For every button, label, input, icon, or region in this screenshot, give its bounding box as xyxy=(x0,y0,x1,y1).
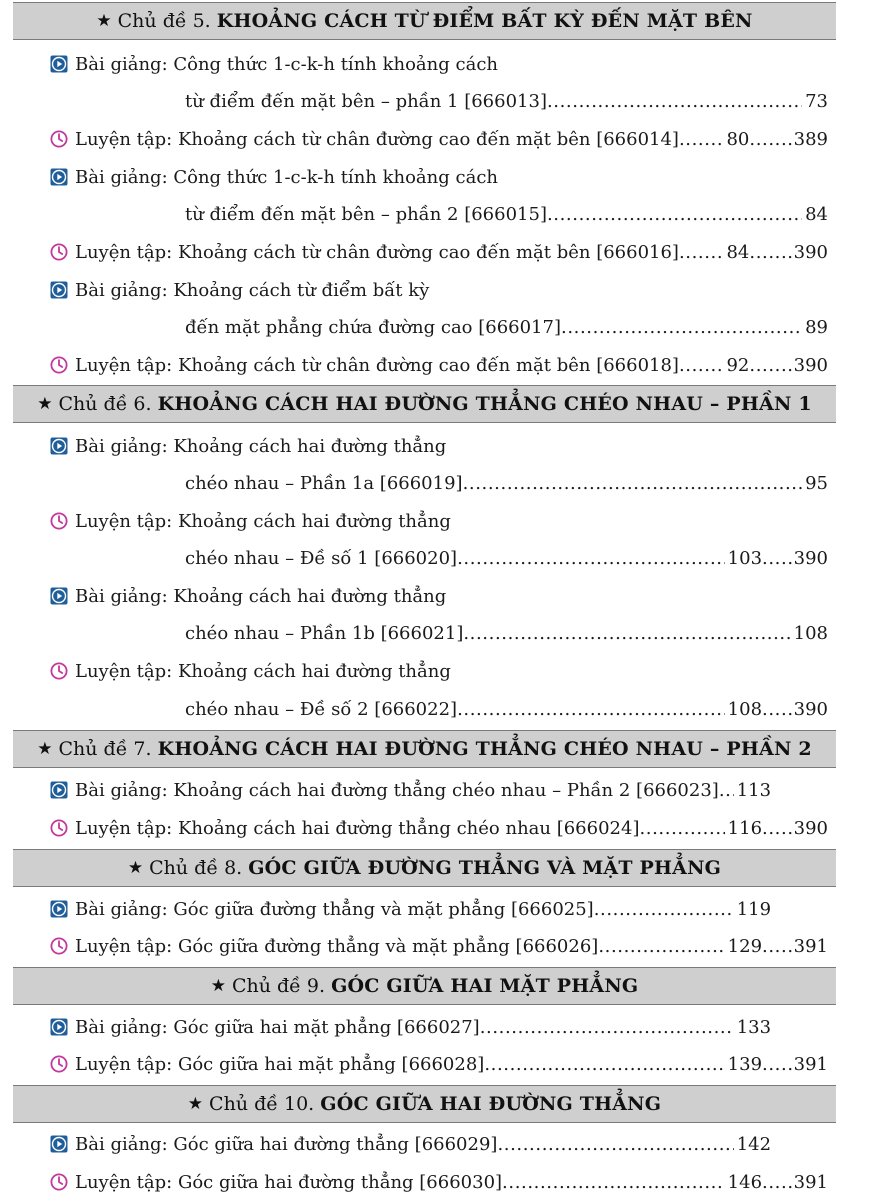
star-icon: ★ xyxy=(187,1094,204,1114)
page-number: 142 xyxy=(736,1133,772,1155)
page-number: 129 xyxy=(727,935,763,957)
page-number: 95 xyxy=(805,472,828,494)
toc-entry-practice[interactable]: Luyện tập: Khoảng cách hai đường thẳng xyxy=(50,659,828,683)
solution-page: 390 xyxy=(793,354,828,376)
toc-entry-continuation[interactable]: chéo nhau – Phần 1b [666021] ..... 108 xyxy=(185,621,828,645)
leader-dots xyxy=(679,355,724,376)
play-circle-icon xyxy=(50,168,68,186)
leader-dots xyxy=(457,699,725,720)
star-icon: ★ xyxy=(37,394,53,414)
leader-dots xyxy=(547,91,802,112)
play-circle-icon xyxy=(50,281,68,299)
play-circle-icon xyxy=(50,1135,68,1153)
page-number: 133 xyxy=(736,1016,772,1038)
page-number: 113 xyxy=(736,779,772,801)
leader-dots xyxy=(598,936,724,957)
toc-entry-practice[interactable]: Luyện tập: Khoảng cách từ chân đường cao đến mặt bên [666014] ..... 80 ....... 389 xyxy=(50,127,828,151)
solution-page: 390 xyxy=(793,698,828,720)
section-header: ★ Chủ đề 5. KHOẢNG CÁCH TỪ ĐIỂM BẤT KỲ ĐẾN MẶT BÊN xyxy=(13,2,836,40)
toc-entry-continuation[interactable]: đến mặt phẳng chứa đường cao [666017] ..... 89 xyxy=(185,315,828,339)
clock-icon xyxy=(50,662,68,680)
clock-icon xyxy=(50,937,68,955)
clock-icon xyxy=(50,243,68,261)
section-header: ★ Chủ đề 7. KHOẢNG CÁCH HAI ĐƯỜNG THẲNG CHÉO NHAU – PHẦN 2 xyxy=(13,730,836,768)
solution-page: 391 xyxy=(793,1171,828,1193)
play-circle-icon xyxy=(50,587,68,605)
solution-page: 391 xyxy=(793,1053,828,1075)
leader-dots xyxy=(561,317,802,338)
page-number: 146 xyxy=(727,1171,763,1193)
play-circle-icon xyxy=(50,437,68,455)
play-circle-icon xyxy=(50,1018,68,1036)
solution-page: 390 xyxy=(793,547,828,569)
toc-entry-practice[interactable]: Luyện tập: Khoảng cách từ chân đường cao đến mặt bên [666018] ..... 92 ....... 390 xyxy=(50,353,828,377)
clock-icon xyxy=(50,819,68,837)
solution-page: 390 xyxy=(793,817,828,839)
section-header: ★ Chủ đề 8. GÓC GIỮA ĐƯỜNG THẲNG VÀ MẶT PHẲNG xyxy=(13,849,836,887)
solution-page: 389 xyxy=(793,128,828,150)
leader-dots xyxy=(480,1017,734,1038)
page-number: 84 xyxy=(805,203,828,225)
toc-entry-lecture[interactable]: Bài giảng: Khoảng cách từ điểm bất kỳ xyxy=(50,278,828,302)
leader-dots xyxy=(502,1172,725,1193)
leader-dots xyxy=(497,1134,733,1155)
section-header: ★ Chủ đề 6. KHOẢNG CÁCH HAI ĐƯỜNG THẲNG CHÉO NHAU – PHẦN 1 xyxy=(13,385,836,423)
toc-entry-practice[interactable]: Luyện tập: Góc giữa hai đường thẳng [666030] ..... 146 ..... 391 xyxy=(50,1170,828,1194)
toc-entry-lecture[interactable]: Bài giảng: Góc giữa đường thẳng và mặt phẳng [666025] ..... 119 xyxy=(50,897,828,921)
page-number: 139 xyxy=(727,1053,763,1075)
toc-entry-lecture[interactable]: Bài giảng: Góc giữa hai đường thẳng [666029] ..... 142 xyxy=(50,1132,828,1156)
leader-dots xyxy=(484,1054,724,1075)
page-number: 73 xyxy=(805,90,828,112)
page-number: 103 xyxy=(727,547,763,569)
leader-dots xyxy=(463,473,803,494)
star-icon: ★ xyxy=(96,11,112,31)
section-header: ★ Chủ đề 9. GÓC GIỮA HAI MẶT PHẲNG xyxy=(13,967,836,1005)
star-icon: ★ xyxy=(127,858,144,878)
star-icon: ★ xyxy=(37,739,53,759)
leader-dots xyxy=(679,242,724,263)
toc-entry-continuation[interactable]: từ điểm đến mặt bên – phần 2 [666015] ..... 84 xyxy=(185,202,828,226)
clock-icon xyxy=(50,356,68,374)
star-icon: ★ xyxy=(210,976,226,996)
toc-entry-practice[interactable]: Luyện tập: Góc giữa hai mặt phẳng [666028] ..... 139 ..... 391 xyxy=(50,1052,828,1076)
toc-entry-lecture[interactable]: Bài giảng: Khoảng cách hai đường thẳng xyxy=(50,584,828,608)
toc-entry-practice[interactable]: Luyện tập: Khoảng cách hai đường thẳng chéo nhau [666024] ..... 116 ..... 390 xyxy=(50,816,828,840)
section-header: ★ Chủ đề 10. GÓC GIỮA HAI ĐƯỜNG THẲNG xyxy=(13,1085,836,1123)
clock-icon xyxy=(50,1055,68,1073)
toc-entry-continuation[interactable]: từ điểm đến mặt bên – phần 1 [666013] ..... 73 xyxy=(185,89,828,113)
page-number: 80 xyxy=(726,128,750,150)
leader-dots xyxy=(719,780,734,801)
toc-entry-practice[interactable]: Luyện tập: Khoảng cách hai đường thẳng xyxy=(50,509,828,533)
toc-entry-lecture[interactable]: Bài giảng: Khoảng cách hai đường thẳng chéo nhau – Phần 2 [666023] ..... 113 xyxy=(50,778,828,802)
solution-page: 390 xyxy=(793,241,828,263)
solution-page: 391 xyxy=(793,935,828,957)
leader-dots xyxy=(594,899,734,920)
leader-dots xyxy=(463,623,790,644)
toc-entry-lecture[interactable]: Bài giảng: Công thức 1-c-k-h tính khoảng cách xyxy=(50,165,828,189)
toc-entry-continuation[interactable]: chéo nhau – Đề số 1 [666020] ..... 103 ..... 390 xyxy=(185,546,828,570)
page-number: 116 xyxy=(727,817,763,839)
page-number: 119 xyxy=(736,898,772,920)
clock-icon xyxy=(50,512,68,530)
page-number: 84 xyxy=(726,241,750,263)
leader-dots xyxy=(679,129,724,150)
toc-entry-practice[interactable]: Luyện tập: Khoảng cách từ chân đường cao đến mặt bên [666016] ..... 84 ....... 390 xyxy=(50,240,828,264)
page-number: 89 xyxy=(805,316,828,338)
toc-entry-continuation[interactable]: chéo nhau – Phần 1a [666019] ..... 95 xyxy=(185,471,828,495)
page-number: 108 xyxy=(793,622,828,644)
toc-entry-lecture[interactable]: Bài giảng: Khoảng cách hai đường thẳng xyxy=(50,434,828,458)
play-circle-icon xyxy=(50,781,68,799)
toc-entry-continuation[interactable]: chéo nhau – Đề số 2 [666022] ..... 108 ..... 390 xyxy=(185,697,828,721)
toc-entry-practice[interactable]: Luyện tập: Góc giữa đường thẳng và mặt phẳng [666026] ..... 129 ..... 391 xyxy=(50,934,828,958)
toc-entry-lecture[interactable]: Bài giảng: Công thức 1-c-k-h tính khoảng cách xyxy=(50,52,828,76)
leader-dots xyxy=(457,548,725,569)
page-number: 108 xyxy=(727,698,763,720)
leader-dots xyxy=(547,204,802,225)
clock-icon xyxy=(50,130,68,148)
toc-entry-lecture[interactable]: Bài giảng: Góc giữa hai mặt phẳng [666027] ..... 133 xyxy=(50,1015,828,1039)
play-circle-icon xyxy=(50,900,68,918)
leader-dots xyxy=(639,818,724,839)
clock-icon xyxy=(50,1173,68,1191)
page-number: 92 xyxy=(726,354,750,376)
play-circle-icon xyxy=(50,55,68,73)
